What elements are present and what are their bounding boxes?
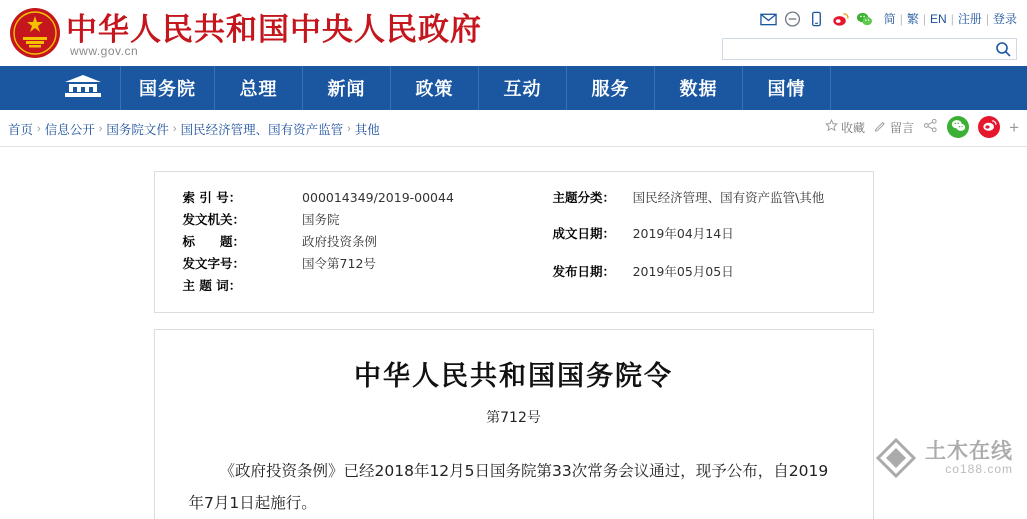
meta-label-doc-number: 发文字号：	[182, 256, 246, 271]
nav-item-guowuyuan[interactable]: 国务院	[121, 66, 215, 110]
document-meta-right	[552, 188, 844, 298]
meta-row-publish-date	[552, 262, 844, 298]
nav-item-hudong[interactable]: 互动	[479, 66, 567, 110]
watermark-sub-text: co188.com	[945, 462, 1013, 476]
meta-value-written-date: 2019年04月14日	[632, 225, 734, 241]
share-weibo-button[interactable]	[978, 116, 1000, 138]
breadcrumb-arrow-2: ›	[98, 123, 103, 135]
meta-value-doc-number: 国令第712号	[302, 256, 376, 271]
meta-row-index	[183, 188, 553, 210]
meta-label-title: 标 题：	[182, 234, 246, 249]
breadcrumb	[8, 120, 380, 138]
document-subtitle: 第712号	[486, 410, 541, 426]
gate-home-icon	[61, 73, 105, 104]
nav-item-fuwu[interactable]: 服务	[567, 66, 655, 110]
share-more-button[interactable]: +	[1009, 117, 1019, 137]
search-box[interactable]	[722, 38, 1017, 60]
breadcrumb-item-info-disclosure[interactable]: 信息公开	[44, 123, 95, 137]
site-url: www.gov.cn	[70, 44, 139, 58]
document-title: 中华人民共和国国务院令	[354, 361, 673, 392]
header-utility-bar	[760, 10, 1017, 27]
mobile-icon[interactable]	[808, 10, 825, 27]
nav-home-button[interactable]	[46, 66, 121, 110]
minus-circle-icon[interactable]	[784, 10, 801, 27]
watermark-text	[925, 440, 1013, 476]
article-tools	[825, 116, 1019, 138]
nav-item-xinwen[interactable]: 新闻	[303, 66, 391, 110]
wechat-icon[interactable]	[856, 10, 873, 27]
national-emblem-icon	[8, 6, 62, 60]
meta-label-issuing-agency: 发文机关：	[182, 212, 246, 227]
breadcrumb-bar	[0, 110, 1027, 147]
meta-value-issuing-agency: 国务院	[302, 212, 340, 227]
weibo-icon	[982, 118, 997, 136]
meta-value-keywords	[302, 276, 552, 298]
meta-value-category: 国民经济管理、国有资产监管\其他	[632, 190, 825, 205]
watermark	[875, 437, 1013, 479]
nav-item-guoqing[interactable]: 国情	[743, 66, 831, 110]
favorite-label: 收藏	[841, 120, 866, 135]
meta-row-category	[552, 188, 844, 224]
breadcrumb-item-state-council-docs[interactable]: 国务院文件	[106, 123, 169, 137]
site-header	[0, 0, 1027, 66]
document-paragraph: 《政府投资条例》已经2018年12月5日国务院第33次常务会议通过，现予公布，自2019年7月1日起施行。	[188, 462, 829, 512]
meta-row-issuing-agency	[183, 210, 553, 232]
meta-row-keywords	[183, 276, 553, 298]
nav-item-shuju[interactable]: 数据	[655, 66, 743, 110]
document-meta-box	[154, 171, 874, 313]
search-input[interactable]	[723, 39, 990, 59]
breadcrumb-arrow-1: ›	[37, 123, 41, 135]
meta-row-written-date	[552, 224, 844, 260]
site-title: 中华人民共和国中央人民政府	[66, 12, 482, 48]
search-icon[interactable]	[995, 41, 1012, 58]
lang-simplified[interactable]: 简	[883, 12, 896, 26]
meta-label-keywords: 主 题 词：	[182, 278, 242, 293]
share-wechat-button[interactable]	[947, 116, 969, 138]
meta-label-category: 主题分类：	[552, 190, 615, 205]
header-links	[884, 10, 1017, 27]
share-button[interactable]	[923, 118, 938, 136]
meta-value-index: 000014349/2019-00044	[302, 190, 454, 205]
breadcrumb-item-home[interactable]: 首页	[8, 123, 34, 137]
meta-value-publish-date: 2019年05月05日	[632, 264, 734, 280]
lang-traditional[interactable]: 繁	[906, 12, 919, 26]
breadcrumb-item-other: 其他	[354, 123, 380, 137]
link-separator-3: |	[950, 11, 954, 26]
message-label: 留言	[890, 120, 915, 135]
wechat-icon	[951, 118, 966, 136]
link-separator-1: |	[899, 11, 903, 26]
main-nav	[0, 66, 1027, 110]
share-icon	[923, 118, 938, 136]
nav-item-zongli[interactable]: 总理	[215, 66, 303, 110]
meta-label-written-date: 成文日期：	[552, 225, 615, 241]
mail-icon[interactable]	[760, 10, 777, 27]
weibo-icon[interactable]	[832, 10, 849, 27]
meta-row-title	[183, 232, 553, 254]
link-separator-2: |	[922, 11, 927, 26]
lang-english[interactable]: EN	[930, 11, 947, 26]
login-link[interactable]: 登录	[992, 12, 1017, 26]
breadcrumb-arrow-3: ›	[172, 123, 177, 135]
main-content	[0, 147, 1027, 512]
meta-row-doc-number	[183, 254, 553, 276]
breadcrumb-arrow-4: ›	[347, 123, 351, 135]
meta-label-index: 索 引 号：	[182, 190, 242, 205]
document-meta-left	[183, 188, 553, 298]
link-separator-4: |	[985, 11, 989, 26]
breadcrumb-item-economy-assets[interactable]: 国民经济管理、国有资产监管	[180, 123, 344, 137]
article-container	[154, 147, 874, 519]
pencil-icon	[874, 119, 887, 135]
star-icon	[825, 119, 838, 135]
message-button[interactable]	[874, 119, 914, 136]
document-body-box	[154, 329, 874, 519]
nav-item-zhengce[interactable]: 政策	[391, 66, 479, 110]
watermark-main-text: 土木在线	[925, 439, 1013, 463]
register-link[interactable]: 注册	[957, 12, 982, 26]
diamond-logo-icon	[875, 437, 917, 479]
favorite-button[interactable]	[825, 119, 865, 136]
meta-value-title: 政府投资条例	[302, 234, 378, 249]
meta-label-publish-date: 发布日期：	[552, 264, 615, 280]
